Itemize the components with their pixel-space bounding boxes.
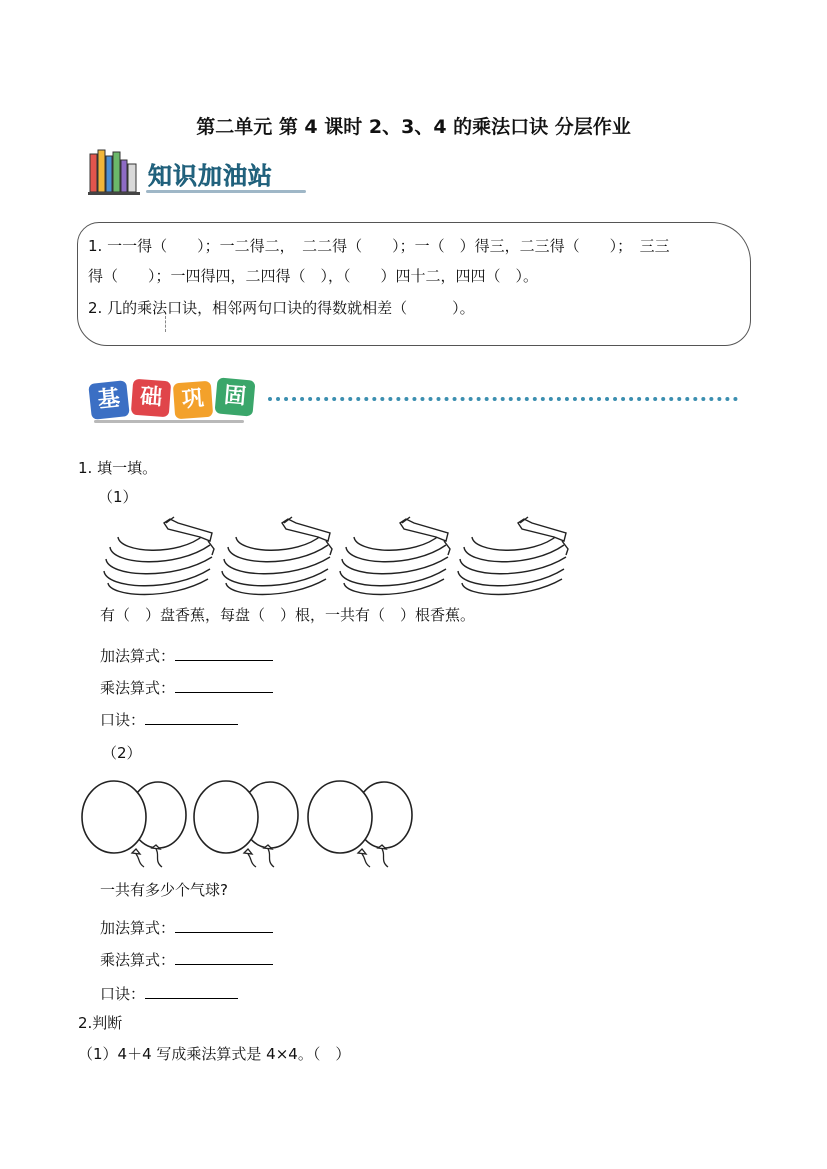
knowledge-banner-underline <box>146 190 306 193</box>
q1-part1-label: （1） <box>98 488 138 506</box>
books-icon <box>88 148 140 196</box>
kou-answer-blank[interactable] <box>145 984 238 999</box>
q1-part2-add-row <box>100 918 273 938</box>
balloons-illustration <box>78 777 418 869</box>
banana-bunch-3 <box>340 517 450 595</box>
q1-part2-kou-row <box>100 984 238 1004</box>
page-title: 第二单元 第 4 课时 2、3、4 的乘法口诀 分层作业 <box>196 116 631 138</box>
q1-part1-kou-row <box>100 710 238 730</box>
knowledge-line-1: 1. 一一得（ ）；一二得二， 二二得（ ）；一（ ）得三，二三得（ ）； 三三 <box>88 237 670 255</box>
basics-tile-3: 巩 <box>173 381 213 420</box>
kou-label: 口诀： <box>100 985 146 1003</box>
kou-answer-blank[interactable] <box>145 710 238 725</box>
add-label: 加法算式： <box>100 647 176 665</box>
knowledge-line-2: 得（ ）；一四得四，二四得（ ），（ ）四十二，四四（ ）。 <box>88 267 539 285</box>
mul-label: 乘法算式： <box>100 951 176 969</box>
balloon-pair-1 <box>82 781 186 867</box>
add-label: 加法算式： <box>100 919 176 937</box>
mul-label: 乘法算式： <box>100 679 176 697</box>
q1-part1-add-row <box>100 646 273 666</box>
q1-heading: 1. 填一填。 <box>78 459 158 477</box>
mul-answer-blank[interactable] <box>175 678 273 693</box>
balloon-pair-2 <box>194 781 298 867</box>
q2-item-1: （1）4＋4 写成乘法算式是 4×4。（ ） <box>78 1045 351 1063</box>
basics-banner-swoosh <box>94 420 244 423</box>
dashed-mark <box>165 316 166 332</box>
q1-part1-mul-row <box>100 678 273 698</box>
banana-bunch-1 <box>104 517 214 595</box>
dotted-divider <box>268 397 738 401</box>
q1-part2-question: 一共有多少个气球? <box>100 881 228 899</box>
add-answer-blank[interactable] <box>175 646 273 661</box>
knowledge-banner-text: 知识加油站 <box>148 162 273 190</box>
q2-heading: 2.判断 <box>78 1014 123 1032</box>
q1-part2-label: （2） <box>102 744 142 762</box>
basics-tile-2: 础 <box>131 379 171 418</box>
balloon-pair-3 <box>308 781 412 867</box>
mul-answer-blank[interactable] <box>175 950 273 965</box>
banana-bunch-2 <box>222 517 332 595</box>
q1-part2-mul-row <box>100 950 273 970</box>
knowledge-banner <box>88 148 313 200</box>
basics-banner <box>90 376 750 428</box>
banana-bunch-4 <box>458 517 568 595</box>
q1-part1-sentence: 有（ ）盘香蕉，每盘（ ）根，一共有（ ）根香蕉。 <box>100 606 476 624</box>
basics-tile-4: 固 <box>215 377 256 416</box>
knowledge-line-3: 2. 几的乘法口诀，相邻两句口诀的得数就相差（ ）。 <box>88 299 475 317</box>
kou-label: 口诀： <box>100 711 146 729</box>
basics-tile-1: 基 <box>88 380 130 420</box>
bananas-illustration <box>100 515 570 600</box>
add-answer-blank[interactable] <box>175 918 273 933</box>
